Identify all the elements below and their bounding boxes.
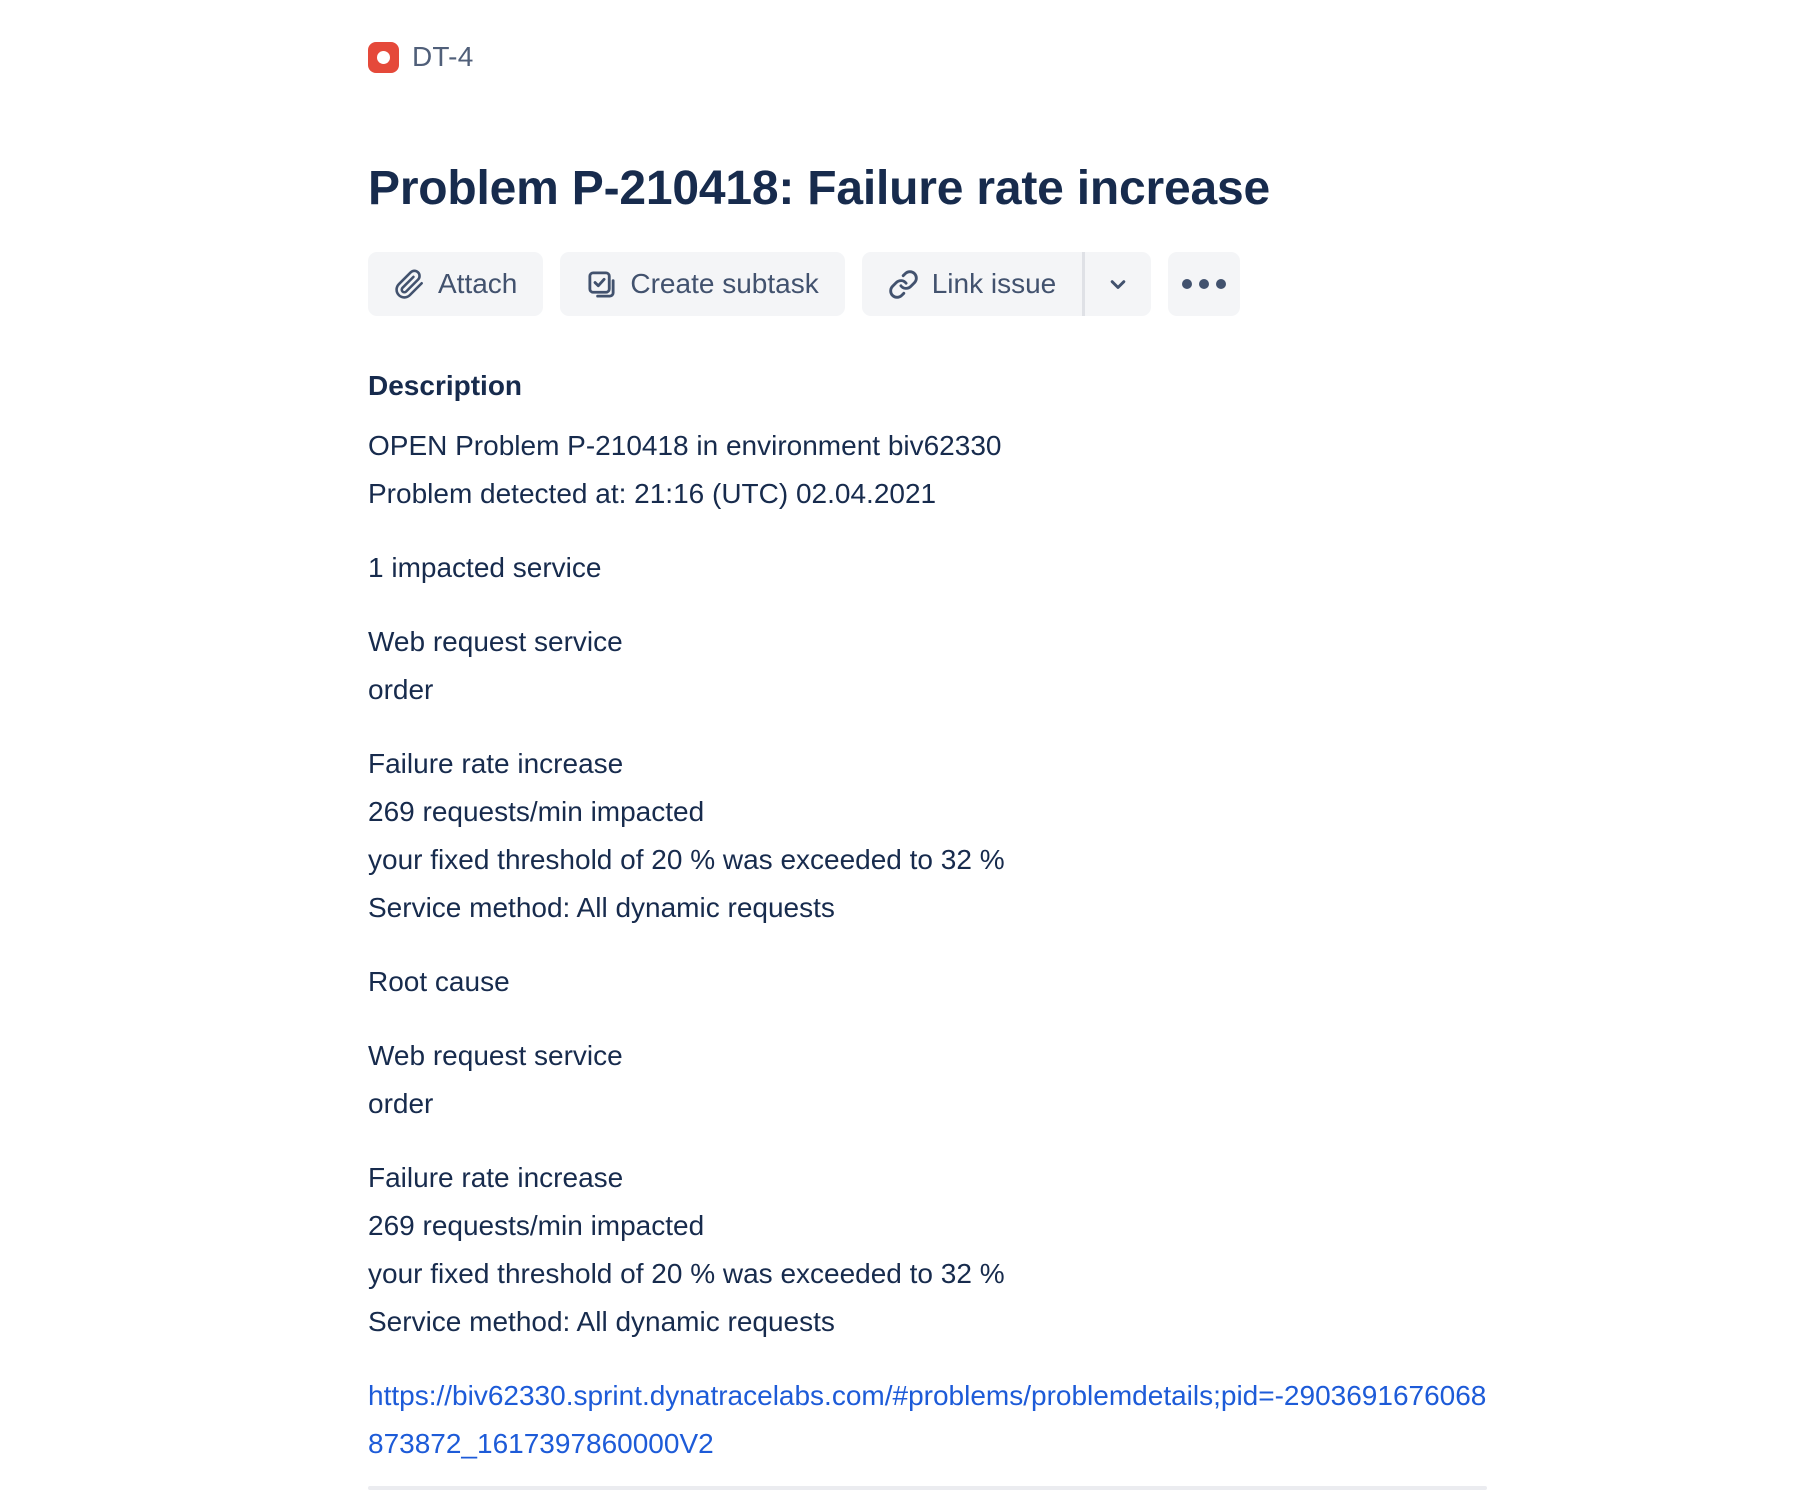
ellipsis-icon [1182,279,1192,289]
description-paragraphs [368,422,1488,1346]
link-issue-button[interactable] [862,252,1083,316]
link-issue-split-button [862,252,1152,316]
description-paragraph: Failure rate increase 269 requests/min impacted your fixed threshold of 20 % was exceeded to 32 % Service method: All dynamic requests [368,1162,1005,1338]
more-actions-button[interactable] [1168,252,1240,316]
issue-key-link[interactable]: DT-4 [412,41,474,72]
description-heading: Description [368,370,523,402]
description-paragraph: Web request service order [368,1040,623,1120]
description-paragraph: Root cause [368,966,510,998]
section-divider [368,1486,1487,1490]
link-issue-button-label: Link issue [931,268,1057,300]
description-paragraph: OPEN Problem P-210418 in environment biv62330 Problem detected at: 21:16 (UTC) 02.04.2021 [368,430,1002,510]
problem-details-link[interactable]: https://biv62330.sprint.dynatracelabs.com/#problems/problemdetails;pid=-2903691676068873872_1617397860000V2 [368,1380,1487,1460]
description-paragraph: 1 impacted service [368,552,602,584]
link-icon [888,269,919,300]
paperclip-icon [394,269,425,300]
subtask-check-icon [586,269,617,300]
bug-icon [368,42,399,73]
create-subtask-button[interactable] [560,252,844,316]
attach-button[interactable] [368,252,543,316]
issue-view [368,0,1488,1490]
chevron-down-icon [1104,270,1132,298]
create-subtask-button-label: Create subtask [630,268,819,300]
description-paragraph: Web request service order [368,626,623,706]
page-title: Problem P-210418: Failure rate increase [368,162,1270,215]
description-paragraph: Failure rate increase 269 requests/min impacted your fixed threshold of 20 % was exceeded to 32 % Service method: All dynamic requests [368,748,1005,924]
link-issue-dropdown-button[interactable] [1085,252,1151,316]
attach-button-label: Attach [438,268,518,300]
breadcrumb [368,41,1488,73]
toolbar [368,252,1488,316]
